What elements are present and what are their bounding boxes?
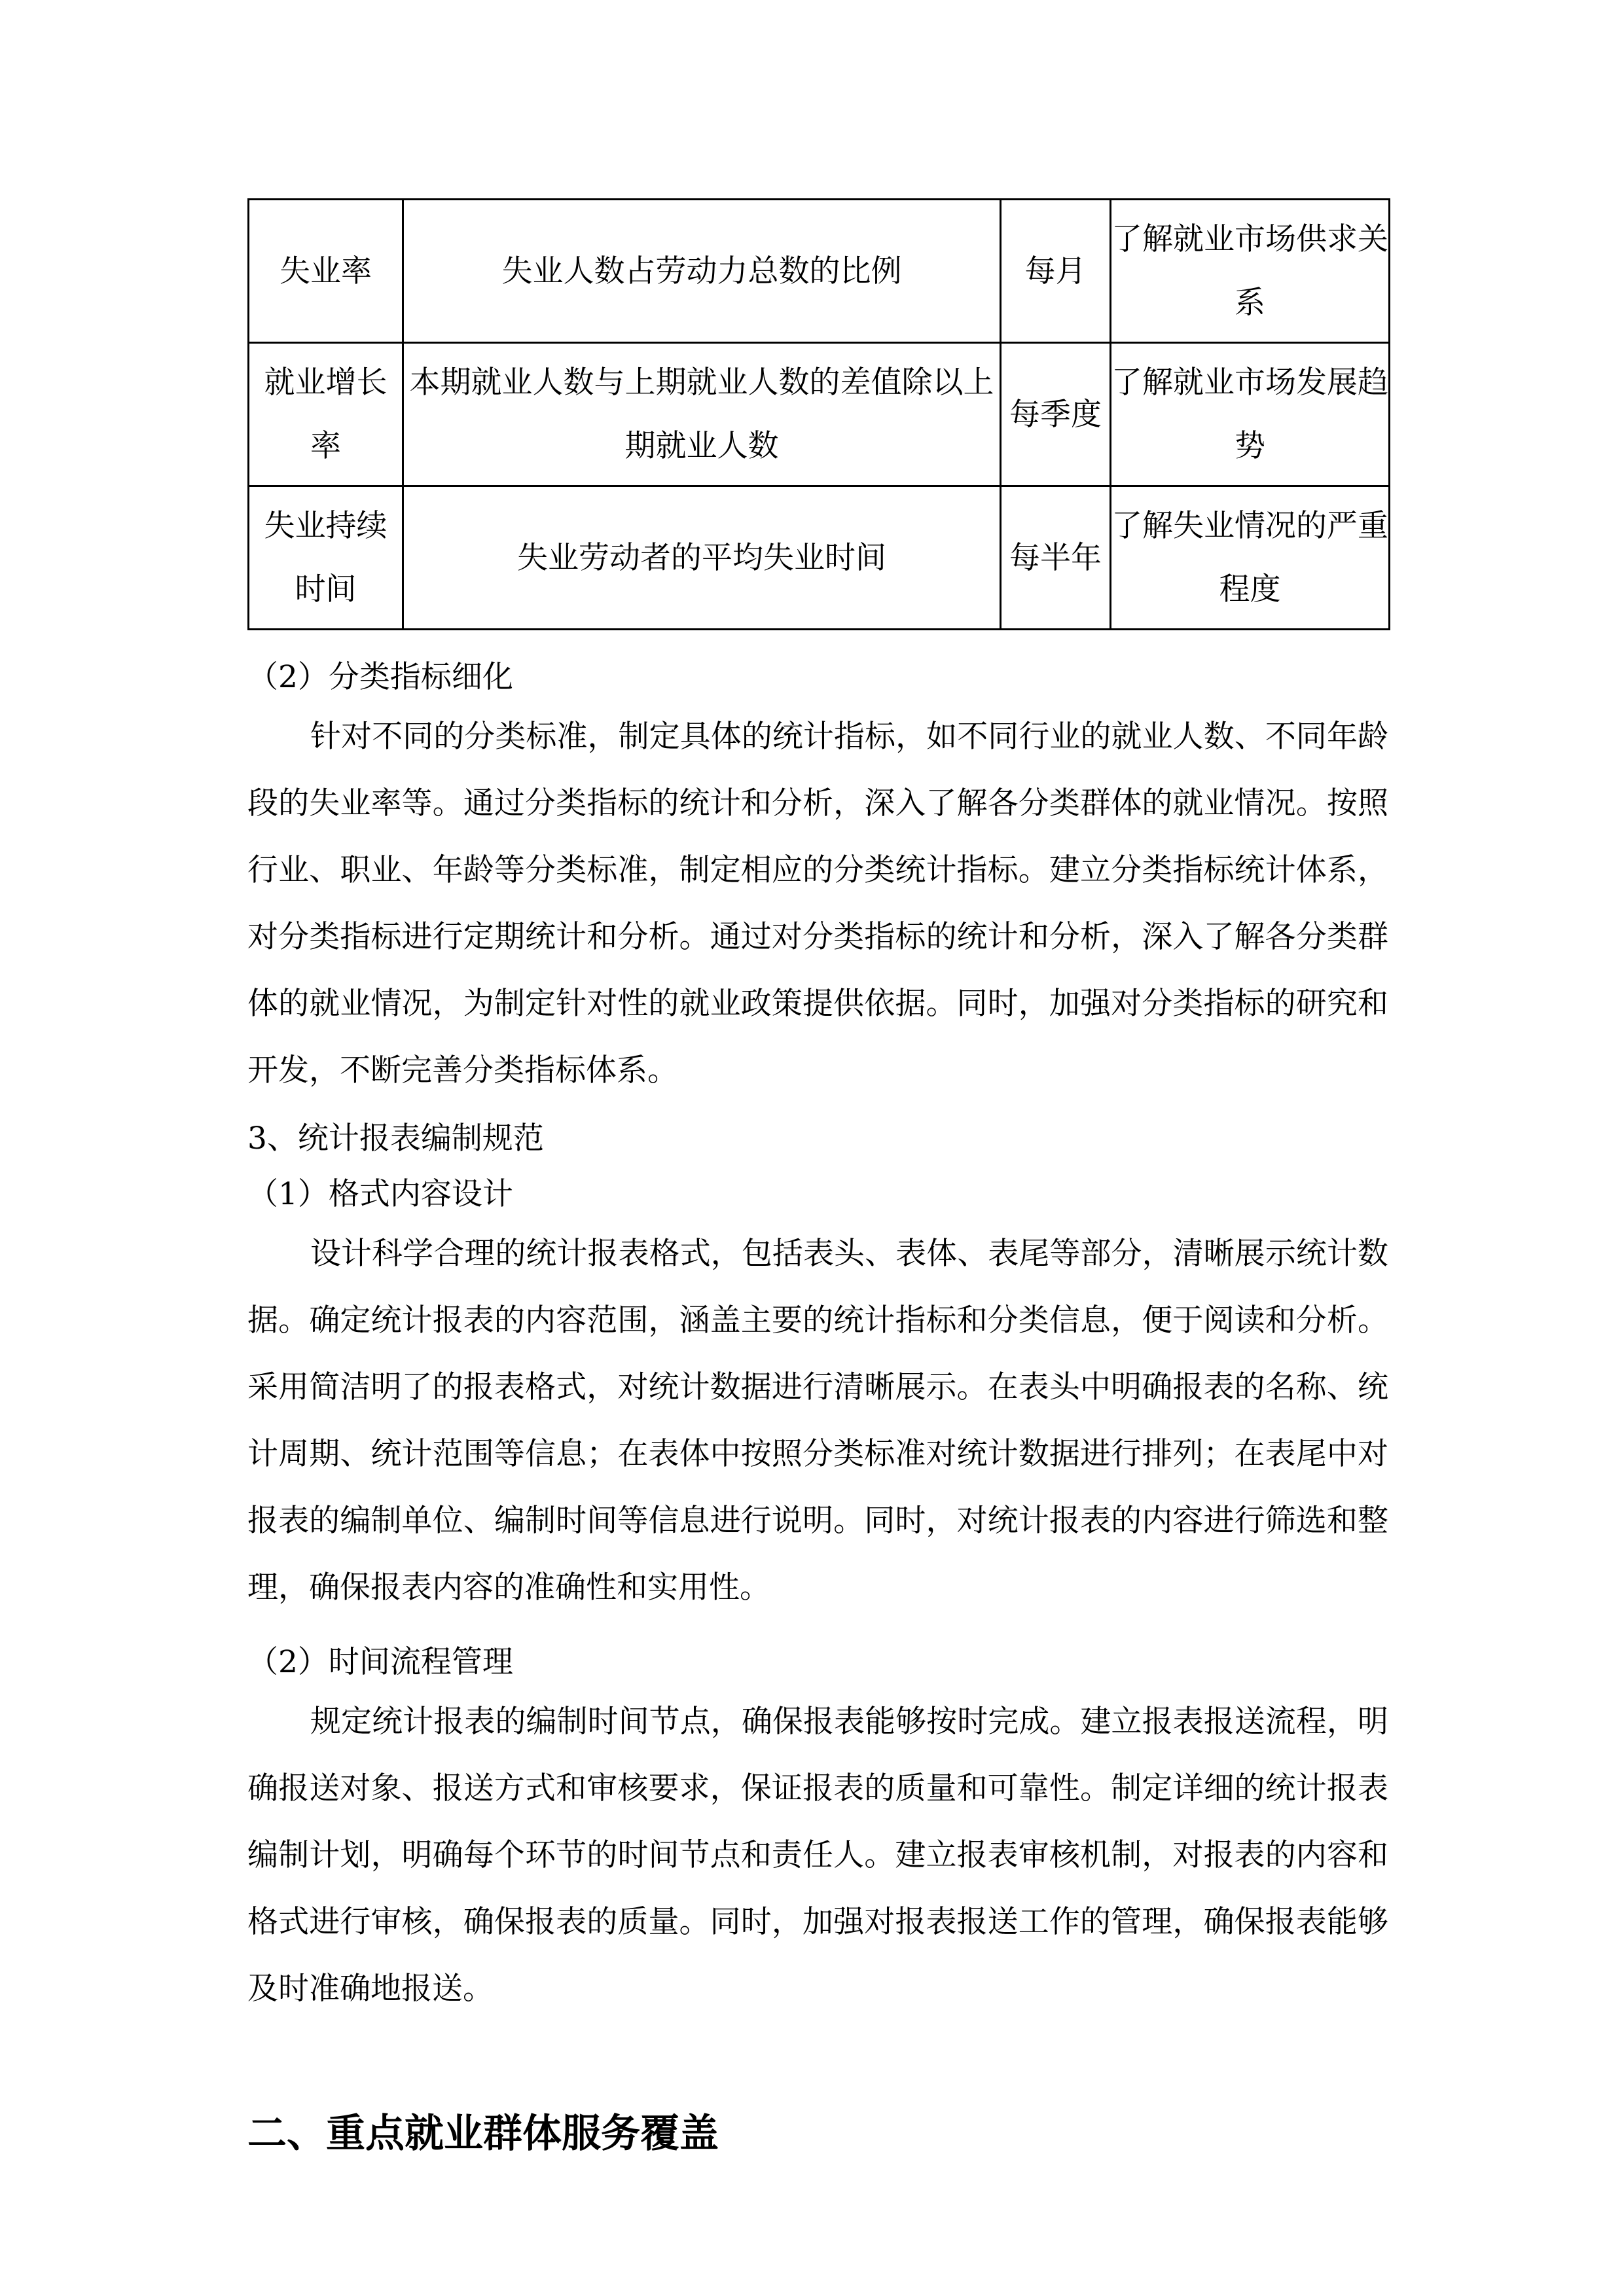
paragraph: 针对不同的分类标准，制定具体的统计指标，如不同行业的就业人数、不同年龄段的失业率等。通过分类指标的统计和分析，深入了解各分类群体的就业情况。按照行业、职业、年龄等分类标准，制定相应的分类统计指标。建立分类指标统计体系，对分类指标进行定期统计和分析。通过对分类指标的统计和分析，深入了解各分类群体的就业情况，为制定针对性的就业政策提供依据。同时，加强对分类指标的研究和开发，不断完善分类指标体系。 bbox=[247, 719, 1388, 1088]
indicator-purpose: 了解失业情况的严重程度 bbox=[1111, 486, 1390, 630]
indicator-table bbox=[247, 198, 1390, 630]
indicator-frequency: 每季度 bbox=[1001, 343, 1111, 486]
chapter-heading: 二、重点就业群体服务覆盖 bbox=[247, 2111, 719, 2157]
section-3-heading: 3、统计报表编制规范 bbox=[247, 1121, 544, 1157]
indicator-name: 失业持续时间 bbox=[249, 486, 403, 630]
indicator-frequency: 每月 bbox=[1001, 200, 1111, 343]
section-3-1-heading: （1）格式内容设计 bbox=[247, 1176, 513, 1212]
section-3-2-heading: （2）时间流程管理 bbox=[247, 1644, 513, 1680]
indicator-name: 失业率 bbox=[249, 200, 403, 343]
table-row bbox=[249, 200, 1390, 343]
section-3-2-body bbox=[247, 1689, 1388, 2022]
paragraph: 设计科学合理的统计报表格式，包括表头、表体、表尾等部分，清晰展示统计数据。确定统计报表的内容范围，涵盖主要的统计指标和分类信息，便于阅读和分析。采用简洁明了的报表格式，对统计数据进行清晰展示。在表头中明确报表的名称、统计周期、统计范围等信息；在表体中按照分类标准对统计数据进行排列；在表尾中对报表的编制单位、编制时间等信息进行说明。同时，对统计报表的内容进行筛选和整理，确保报表内容的准确性和实用性。 bbox=[247, 1236, 1388, 1605]
section-2-2-heading: （2）分类指标细化 bbox=[247, 659, 513, 695]
indicator-frequency: 每半年 bbox=[1001, 486, 1111, 630]
paragraph: 规定统计报表的编制时间节点，确保报表能够按时完成。建立报表报送流程，明确报送对象、报送方式和审核要求，保证报表的质量和可靠性。制定详细的统计报表编制计划，明确每个环节的时间节点和责任人。建立报表审核机制，对报表的内容和格式进行审核，确保报表的质量。同时，加强对报表报送工作的管理，确保报表能够及时准确地报送。 bbox=[247, 1704, 1388, 2007]
table-row bbox=[249, 486, 1390, 630]
indicator-definition: 失业人数占劳动力总数的比例 bbox=[403, 200, 1001, 343]
section-2-2-body bbox=[247, 704, 1388, 1104]
indicator-definition: 本期就业人数与上期就业人数的差值除以上期就业人数 bbox=[403, 343, 1001, 486]
table-row bbox=[249, 343, 1390, 486]
indicator-name: 就业增长率 bbox=[249, 343, 403, 486]
indicator-purpose: 了解就业市场发展趋势 bbox=[1111, 343, 1390, 486]
indicator-purpose: 了解就业市场供求关系 bbox=[1111, 200, 1390, 343]
section-3-1-body bbox=[247, 1221, 1388, 1621]
indicator-definition: 失业劳动者的平均失业时间 bbox=[403, 486, 1001, 630]
